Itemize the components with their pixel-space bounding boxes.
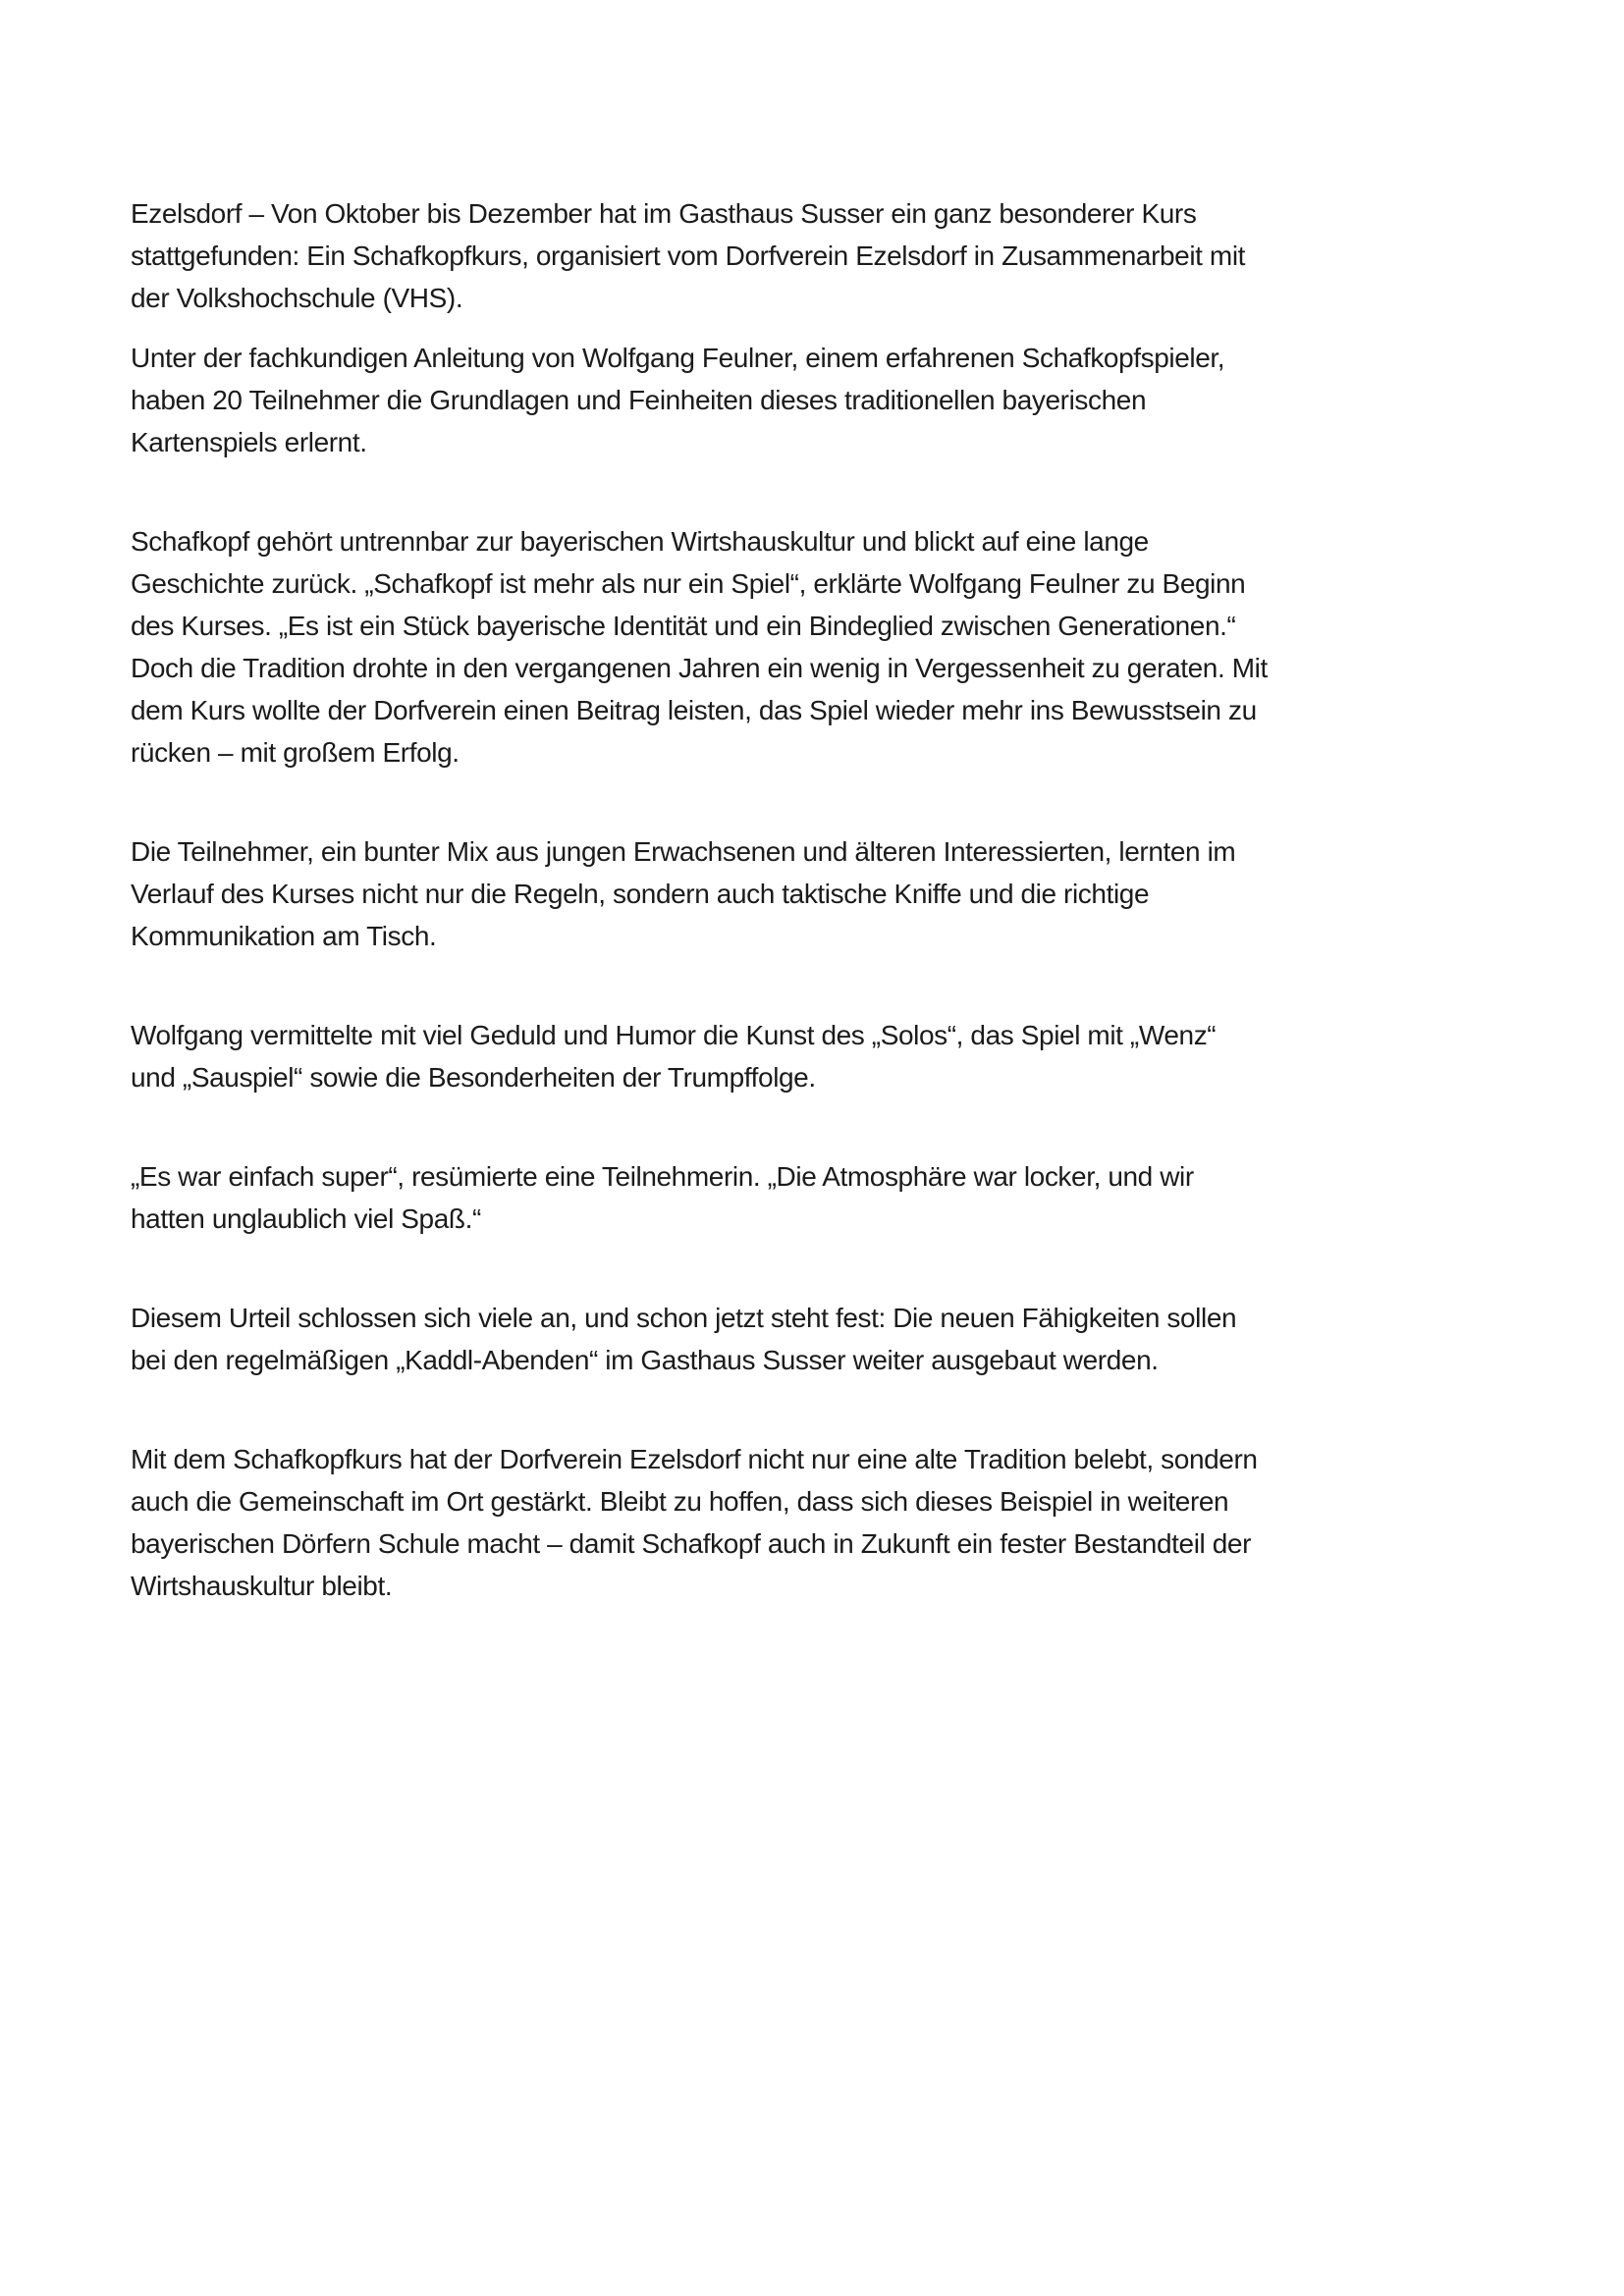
text-line: Unter der fachkundigen Anleitung von Wolfgang Feulner, einem erfahrenen Schafkopfspieler, — [131, 343, 1225, 373]
text-line: bayerischen Dörfern Schule macht – damit Schafkopf auch in Zukunft ein fester Bestandteil der — [131, 1528, 1251, 1559]
text-line: Kommunikation am Tisch. — [131, 921, 437, 951]
text-line: auch die Gemeinschaft im Ort gestärkt. Bleibt zu hoffen, dass sich dieses Beispiel in weiteren — [131, 1486, 1229, 1517]
text-line: Diesem Urteil schlossen sich viele an, und schon jetzt steht fest: Die neuen Fähigkeiten sollen — [131, 1303, 1237, 1333]
text-line: Geschichte zurück. „Schafkopf ist mehr als nur ein Spiel“, erklärte Wolfgang Feulner zu Beginn — [131, 568, 1246, 599]
text-line: hatten unglaublich viel Spaß.“ — [131, 1203, 481, 1234]
paragraph — [131, 1155, 1436, 1240]
paragraph — [131, 1014, 1436, 1098]
text-line: Verlauf des Kurses nicht nur die Regeln, sondern auch taktische Kniffe und die richtige — [131, 879, 1150, 909]
text-line: des Kurses. „Es ist ein Stück bayerische Identität und ein Bindeglied zwischen Generationen.“ — [131, 611, 1236, 641]
text-line: Schafkopf gehört untrennbar zur bayerischen Wirtshauskultur und blickt auf eine lange — [131, 526, 1149, 557]
text-line: Wirtshauskultur bleibt. — [131, 1571, 393, 1601]
text-line: rücken – mit großem Erfolg. — [131, 737, 460, 768]
paragraph — [131, 337, 1436, 463]
text-line: Mit dem Schafkopfkurs hat der Dorfverein Ezelsdorf nicht nur eine alte Tradition belebt, sondern — [131, 1444, 1258, 1474]
text-line: der Volkshochschule (VHS). — [131, 283, 463, 313]
text-line: Ezelsdorf – Von Oktober bis Dezember hat im Gasthaus Susser ein ganz besonderer Kurs — [131, 198, 1197, 229]
text-line: stattgefunden: Ein Schafkopfkurs, organisiert vom Dorfverein Ezelsdorf in Zusammenarbeit mit — [131, 240, 1246, 271]
text-line: bei den regelmäßigen „Kaddl-Abenden“ im Gasthaus Susser weiter ausgebaut werden. — [131, 1345, 1159, 1375]
text-line: haben 20 Teilnehmer die Grundlagen und Feinheiten dieses traditionellen bayerischen — [131, 385, 1147, 415]
text-line: Wolfgang vermittelte mit viel Geduld und Humor die Kunst des „Solos“, das Spiel mit „Wenz“ — [131, 1020, 1217, 1050]
paragraph — [131, 192, 1436, 319]
text-line: „Es war einfach super“, resümierte eine Teilnehmerin. „Die Atmosphäre war locker, und wir — [131, 1161, 1194, 1192]
text-line: Die Teilnehmer, ein bunter Mix aus jungen Erwachsenen und älteren Interessierten, lernten im — [131, 836, 1236, 867]
text-line: und „Sauspiel“ sowie die Besonderheiten der Trumpffolge. — [131, 1062, 816, 1093]
paragraph — [131, 1297, 1436, 1381]
text-line: Kartenspiels erlernt. — [131, 427, 367, 457]
text-line: dem Kurs wollte der Dorfverein einen Beitrag leisten, das Spiel wieder mehr ins Bewusstsein zu — [131, 695, 1257, 725]
paragraph — [131, 520, 1436, 774]
paragraph — [131, 1438, 1436, 1607]
document-body — [131, 192, 1436, 1625]
text-line: Doch die Tradition drohte in den vergangenen Jahren ein wenig in Vergessenheit zu geraten. Mit — [131, 653, 1268, 683]
paragraph — [131, 830, 1436, 957]
